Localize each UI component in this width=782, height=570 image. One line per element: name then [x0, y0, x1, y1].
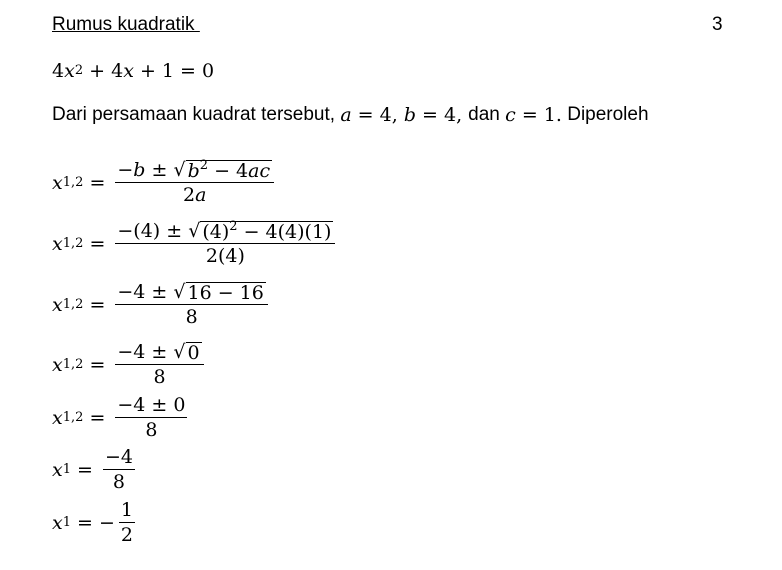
step-4: [52, 340, 204, 389]
section-title: Rumus kuadratik: [52, 14, 200, 35]
val-c: = 1.: [515, 104, 562, 126]
step-6: [52, 445, 135, 494]
denominator: 8: [153, 366, 166, 388]
lhs-var: x: [52, 458, 63, 481]
lhs-sub: 1,2: [62, 236, 84, 251]
numerator: −4 ± √ 0: [117, 341, 200, 364]
numerator: 1: [120, 499, 134, 521]
numerator: −(4) ± √ $(4)^2 - 4(4)(1)$: [117, 219, 332, 243]
sqrt: √ 16 − 16: [173, 281, 264, 304]
sqrt: √ $(4)^2 - 4(4)(1)$: [188, 219, 332, 243]
var-a: a: [340, 104, 352, 126]
denominator: 2: [120, 524, 134, 546]
numerator: −4 ± 0: [117, 394, 186, 416]
val-a: = 4,: [351, 104, 404, 126]
equals: =: [83, 171, 106, 194]
denominator: 2(4): [205, 245, 245, 267]
numerator: −4 ± √ 16 − 16: [117, 281, 264, 304]
intro-text: Dari persamaan kuadrat tersebut,: [52, 104, 341, 125]
denominator: 8: [185, 306, 198, 328]
step-5: [52, 393, 187, 442]
equals-minus: = −: [71, 511, 115, 534]
eq-coef: 4: [52, 60, 65, 82]
eq-term: + 1 = 0: [133, 60, 215, 82]
denominator: 2a: [183, 184, 207, 206]
fraction: [115, 158, 274, 207]
fraction: [115, 280, 267, 329]
numerator: −4: [104, 446, 133, 468]
denominator: 8: [145, 419, 158, 441]
lhs-var: x: [52, 406, 63, 429]
equals: =: [83, 232, 106, 255]
lhs-var: x: [52, 511, 63, 534]
equals: =: [71, 458, 93, 481]
intro-dan: dan: [468, 104, 506, 125]
fraction: [119, 498, 135, 547]
lhs-var: x: [52, 171, 63, 194]
lhs-sub: 1,2: [62, 410, 84, 425]
step-7: [52, 498, 135, 547]
lhs-var: x: [52, 293, 63, 316]
lhs-sub: 1: [62, 462, 71, 477]
equals: =: [83, 293, 106, 316]
val-b: = 4,: [415, 104, 469, 126]
fraction: [115, 393, 187, 442]
intro-sentence: [52, 104, 649, 126]
denominator: 8: [112, 471, 126, 493]
var-c: c: [505, 104, 516, 126]
numerator: −b ± √ $b^2 - 4ac$: [117, 158, 271, 182]
step-1: [52, 158, 274, 207]
sqrt: √ 0: [173, 341, 200, 364]
lhs-sub: 1,2: [62, 357, 84, 372]
fraction: [115, 219, 335, 268]
equals: =: [83, 406, 106, 429]
var-b: b: [403, 104, 416, 126]
page-number: 3: [712, 14, 723, 35]
eq-var: x: [64, 60, 75, 82]
step-2: [52, 219, 335, 268]
fraction: [103, 445, 135, 494]
lhs-var: x: [52, 232, 63, 255]
intro-end: Diperoleh: [561, 104, 649, 125]
equals: =: [83, 353, 106, 376]
lhs-var: x: [52, 353, 63, 376]
fraction: [115, 340, 203, 389]
sqrt: √ $b^2 - 4ac$: [173, 158, 271, 182]
step-3: [52, 280, 268, 329]
lhs-sub: 1: [62, 515, 71, 530]
eq-var: x: [123, 60, 134, 82]
eq-term: + 4: [83, 60, 124, 82]
lhs-sub: 1,2: [62, 297, 84, 312]
quadratic-equation: 4 x 2 + 4 x + 1 = 0: [52, 60, 215, 82]
lhs-sub: 1,2: [62, 175, 84, 190]
